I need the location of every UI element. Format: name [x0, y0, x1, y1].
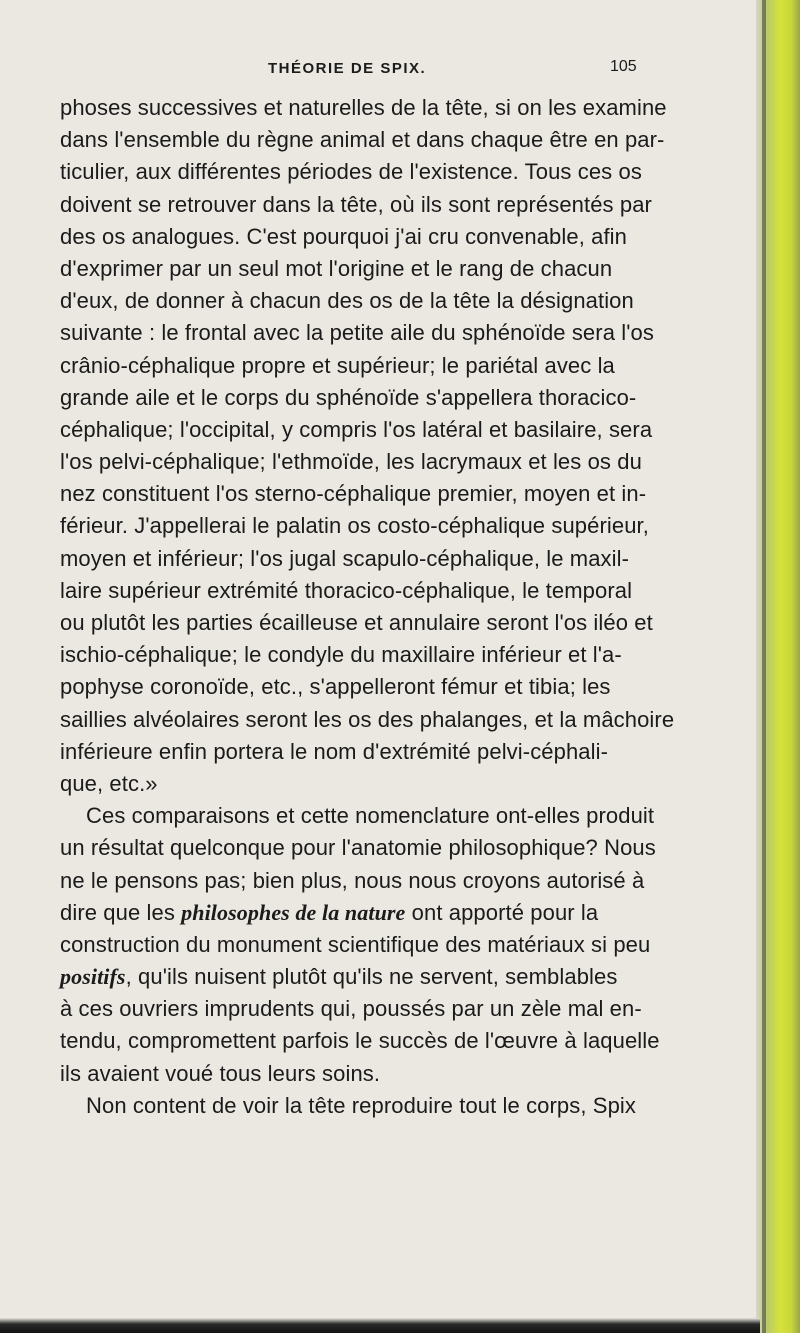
- text-fragment: , qu'ils nuisent plutôt qu'ils ne servent, semblables: [125, 964, 618, 990]
- text-line: d'eux, de donner à chacun des os de la tête la désignation: [60, 288, 634, 314]
- text-line: doivent se retrouver dans la tête, où ils sont représentés par: [60, 191, 652, 217]
- text-line: saillies alvéolaires seront les os des phalanges, et la mâchoire: [60, 706, 675, 732]
- text-line: ticulier, aux différentes périodes de l'existence. Tous ces os: [60, 159, 642, 185]
- text-line: tendu, compromettent parfois le succès de l'œuvre à laquelle: [60, 1028, 660, 1054]
- text-line: ischio-céphalique; le condyle du maxillaire inférieur et l'a-: [60, 642, 622, 668]
- text-line: à ces ouvriers imprudents qui, poussés par un zèle mal en-: [60, 996, 642, 1022]
- text-line: l'os pelvi-céphalique; l'ethmoïde, les lacrymaux et les os du: [60, 449, 642, 475]
- text-line: férieur. J'appellerai le palatin os costo-céphalique supérieur,: [60, 513, 649, 539]
- text-line: grande aile et le corps du sphénoïde s'appellera thoracico-: [60, 384, 637, 410]
- text-line: des os analogues. C'est pourquoi j'ai cru convenable, afin: [60, 223, 628, 249]
- paragraph-start-line: Ces comparaisons et cette nomenclature ont-elles produit: [86, 803, 655, 829]
- text-line-with-italic: [60, 961, 740, 993]
- text-line: crânio-céphalique propre et supérieur; le pariétal avec la: [60, 352, 615, 378]
- text-line: suivante : le frontal avec la petite aile du sphénoïde sera l'os: [60, 320, 654, 346]
- text-line-with-italic: [60, 897, 740, 929]
- text-line: construction du monument scientifique des matériaux si peu: [60, 931, 651, 957]
- text-line: nez constituent l'os sterno-céphalique premier, moyen et in-: [60, 481, 647, 507]
- text-line: pophyse coronoïde, etc., s'appelleront fémur et tibia; les: [60, 674, 611, 700]
- text-line: un résultat quelconque pour l'anatomie philosophique? Nous: [60, 835, 656, 861]
- text-line: ou plutôt les parties écailleuse et annulaire seront l'os iléo et: [60, 610, 653, 635]
- page-header: [268, 52, 738, 82]
- running-title: THÉORIE DE SPIX.: [268, 60, 427, 77]
- text-line: inférieure enfin portera le nom d'extrémité pelvi-céphali-: [60, 738, 609, 764]
- page-bottom-shadow: [0, 1318, 760, 1333]
- text-line: ne le pensons pas; bien plus, nous nous croyons autorisé à: [60, 867, 645, 893]
- paragraph-start-line: Non content de voir la tête reproduire tout le corps, Spix: [86, 1092, 636, 1118]
- text-line: que, etc.»: [60, 770, 158, 796]
- text-line: moyen et inférieur; l'os jugal scapulo-céphalique, le maxil-: [60, 545, 630, 571]
- text-fragment: ont apporté pour la: [405, 899, 599, 925]
- text-fragment: dire que les: [60, 899, 182, 925]
- book-spine-edge: [756, 0, 800, 1333]
- page-number: 105: [610, 58, 637, 75]
- italic-phrase: philosophes de la nature: [181, 899, 406, 925]
- body-text: [60, 92, 740, 1122]
- text-line: d'exprimer par un seul mot l'origine et le rang de chacun: [60, 255, 613, 281]
- text-line: dans l'ensemble du règne animal et dans chaque être en par-: [60, 127, 665, 153]
- italic-word: positifs: [60, 964, 126, 990]
- text-line: céphalique; l'occipital, y compris l'os latéral et basilaire, sera: [60, 416, 653, 442]
- text-line: phoses successives et naturelles de la tête, si on les examine: [60, 95, 667, 120]
- text-line: ils avaient voué tous leurs soins.: [60, 1060, 381, 1086]
- text-line: laire supérieur extrémité thoracico-céphalique, le temporal: [60, 577, 633, 603]
